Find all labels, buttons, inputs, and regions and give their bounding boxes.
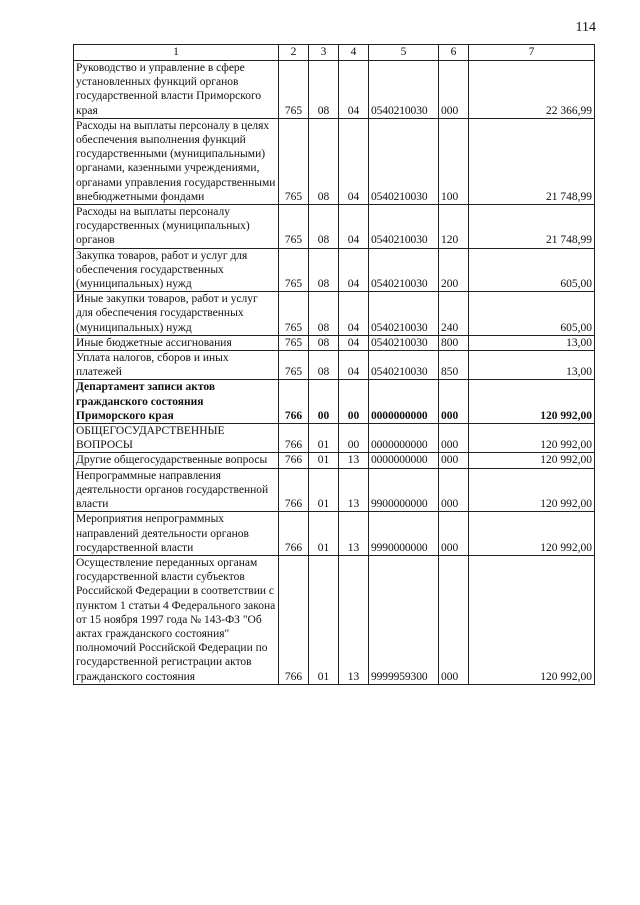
target-article-cell: 0000000000 — [369, 453, 439, 468]
expense-name-cell: Другие общегосударственные вопросы — [74, 453, 279, 468]
expense-name-cell: Иные бюджетные ассигнования — [74, 335, 279, 350]
section-code-cell: 00 — [309, 380, 339, 424]
expense-type-cell: 000 — [439, 555, 469, 684]
amount-cell: 21 748,99 — [469, 205, 595, 249]
section-code-cell: 08 — [309, 335, 339, 350]
section-code-cell: 08 — [309, 61, 339, 119]
header-cell: 7 — [469, 45, 595, 61]
amount-cell: 120 992,00 — [469, 512, 595, 556]
amount-cell: 13,00 — [469, 335, 595, 350]
expense-name-cell: Мероприятия непрограммных направлений деятельности органов государственной власти — [74, 512, 279, 556]
department-code-cell: 766 — [279, 512, 309, 556]
table-row — [74, 555, 595, 684]
department-code-cell: 765 — [279, 118, 309, 204]
section-code-cell: 08 — [309, 205, 339, 249]
table-row — [74, 205, 595, 249]
expense-name-cell: Расходы на выплаты персоналу в целях обеспечения выполнения функций государственными (муниципальными) органами, казенными учреждениями, органами управления государственными внебюджетными фондами — [74, 118, 279, 204]
subsection-code-cell: 00 — [339, 380, 369, 424]
subsection-code-cell: 00 — [339, 424, 369, 453]
subsection-code-cell: 13 — [339, 555, 369, 684]
amount-cell: 605,00 — [469, 248, 595, 292]
header-cell: 4 — [339, 45, 369, 61]
amount-cell: 13,00 — [469, 351, 595, 380]
section-code-cell: 01 — [309, 453, 339, 468]
header-cell: 3 — [309, 45, 339, 61]
section-code-cell: 01 — [309, 424, 339, 453]
section-code-cell: 08 — [309, 351, 339, 380]
subsection-code-cell: 13 — [339, 512, 369, 556]
expense-name-cell: Закупка товаров, работ и услуг для обеспечения государственных (муниципальных) нужд — [74, 248, 279, 292]
table-row — [74, 351, 595, 380]
section-code-cell: 01 — [309, 555, 339, 684]
header-cell: 1 — [74, 45, 279, 61]
header-cell: 6 — [439, 45, 469, 61]
target-article-cell: 9990000000 — [369, 512, 439, 556]
amount-cell: 120 992,00 — [469, 453, 595, 468]
table-row — [74, 512, 595, 556]
table-row — [74, 335, 595, 350]
table-row — [74, 292, 595, 336]
target-article-cell: 0540210030 — [369, 351, 439, 380]
target-article-cell: 9999959300 — [369, 555, 439, 684]
section-code-cell: 08 — [309, 118, 339, 204]
department-code-cell: 765 — [279, 335, 309, 350]
expense-type-cell: 000 — [439, 61, 469, 119]
table-row — [74, 248, 595, 292]
subsection-code-cell: 13 — [339, 453, 369, 468]
expense-type-cell: 000 — [439, 453, 469, 468]
expense-type-cell: 800 — [439, 335, 469, 350]
amount-cell: 120 992,00 — [469, 380, 595, 424]
expense-type-cell: 000 — [439, 424, 469, 453]
expense-type-cell: 120 — [439, 205, 469, 249]
table-row — [74, 468, 595, 512]
expense-name-cell: Осуществление переданных органам государственной власти субъектов Российской Федерации в соответствии с пунктом 1 статьи 4 Федерального закона от 15 ноября 1997 года № 143-ФЗ "Об актах гражданского состояния" полномочий Российской Федерации по государственной регистрации актов гражданского состояния — [74, 555, 279, 684]
department-code-cell: 765 — [279, 205, 309, 249]
section-code-cell: 01 — [309, 468, 339, 512]
target-article-cell: 0540210030 — [369, 118, 439, 204]
department-code-cell: 766 — [279, 380, 309, 424]
expense-type-cell: 000 — [439, 468, 469, 512]
expense-type-cell: 200 — [439, 248, 469, 292]
expense-name-cell: Уплата налогов, сборов и иных платежей — [74, 351, 279, 380]
department-code-cell: 766 — [279, 424, 309, 453]
page-number: 114 — [575, 20, 596, 35]
subsection-code-cell: 04 — [339, 292, 369, 336]
header-cell: 5 — [369, 45, 439, 61]
expense-name-cell: Иные закупки товаров, работ и услуг для обеспечения государственных (муниципальных) нужд — [74, 292, 279, 336]
table-row — [74, 424, 595, 453]
subsection-code-cell: 04 — [339, 205, 369, 249]
amount-cell: 21 748,99 — [469, 118, 595, 204]
subsection-code-cell: 04 — [339, 61, 369, 119]
department-code-cell: 765 — [279, 61, 309, 119]
target-article-cell: 0540210030 — [369, 248, 439, 292]
expense-type-cell: 850 — [439, 351, 469, 380]
header-cell: 2 — [279, 45, 309, 61]
table-row — [74, 118, 595, 204]
section-code-cell: 08 — [309, 248, 339, 292]
expense-name-cell: ОБЩЕГОСУДАРСТВЕННЫЕ ВОПРОСЫ — [74, 424, 279, 453]
expense-name-cell: Руководство и управление в сфере установленных функций органов государственной власти Приморского края — [74, 61, 279, 119]
table-row — [74, 453, 595, 468]
subsection-code-cell: 04 — [339, 351, 369, 380]
expense-type-cell: 100 — [439, 118, 469, 204]
amount-cell: 605,00 — [469, 292, 595, 336]
expense-type-cell: 000 — [439, 380, 469, 424]
table-row — [74, 61, 595, 119]
amount-cell: 22 366,99 — [469, 61, 595, 119]
department-code-cell: 766 — [279, 453, 309, 468]
expense-name-cell: Непрограммные направления деятельности органов государственной власти — [74, 468, 279, 512]
target-article-cell: 0540210030 — [369, 292, 439, 336]
department-code-cell: 766 — [279, 468, 309, 512]
department-code-cell: 765 — [279, 248, 309, 292]
department-code-cell: 765 — [279, 351, 309, 380]
table-row — [74, 380, 595, 424]
expense-type-cell: 240 — [439, 292, 469, 336]
target-article-cell: 0540210030 — [369, 61, 439, 119]
target-article-cell: 9900000000 — [369, 468, 439, 512]
section-code-cell: 01 — [309, 512, 339, 556]
expense-type-cell: 000 — [439, 512, 469, 556]
section-code-cell: 08 — [309, 292, 339, 336]
department-code-cell: 765 — [279, 292, 309, 336]
amount-cell: 120 992,00 — [469, 555, 595, 684]
department-code-cell: 766 — [279, 555, 309, 684]
budget-table — [73, 44, 595, 685]
subsection-code-cell: 13 — [339, 468, 369, 512]
amount-cell: 120 992,00 — [469, 468, 595, 512]
target-article-cell: 0540210030 — [369, 205, 439, 249]
amount-cell: 120 992,00 — [469, 424, 595, 453]
subsection-code-cell: 04 — [339, 118, 369, 204]
subsection-code-cell: 04 — [339, 335, 369, 350]
target-article-cell: 0000000000 — [369, 424, 439, 453]
expense-name-cell: Расходы на выплаты персоналу государственных (муниципальных) органов — [74, 205, 279, 249]
target-article-cell: 0000000000 — [369, 380, 439, 424]
table-header-row — [74, 45, 595, 61]
expense-name-cell: Департамент записи актов гражданского состояния Приморского края — [74, 380, 279, 424]
target-article-cell: 0540210030 — [369, 335, 439, 350]
subsection-code-cell: 04 — [339, 248, 369, 292]
